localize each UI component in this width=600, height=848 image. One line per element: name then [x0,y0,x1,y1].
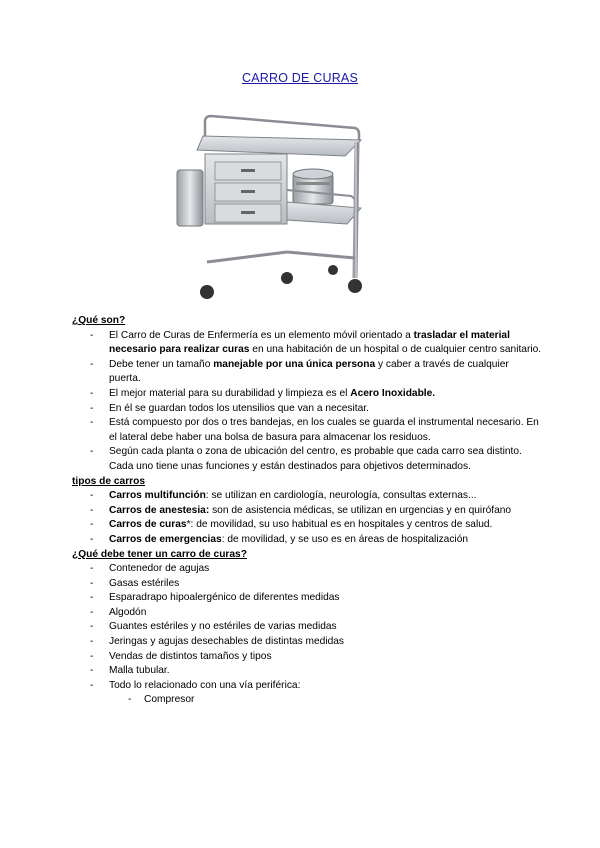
text: Debe tener un tamaño [109,358,214,370]
list-item [72,416,542,445]
list-item [72,489,542,504]
list-item: - Todo lo relacionado con una vía periférica: [72,679,542,694]
list-item: - Gasas estériles [72,577,542,592]
text: Está compuesto por dos o tres bandejas, en los cuales se guarda el instrumental necesario. En el lateral debe haber una bolsa de basura para almacenar los residuos. [109,417,539,443]
bold-text: Acero Inoxidable. [350,387,436,399]
bold-text: manejable por una única persona [213,358,376,370]
bold-text: Carros de anestesia: [109,504,210,516]
list-item: - Malla tubular. [72,664,542,679]
sublist-que-debe [72,693,542,708]
text: : se utilizan en cardiología, neurología, consultas externas... [205,490,477,502]
list-item [72,533,542,548]
text: El mejor material para su durabilidad y limpieza es el [109,387,351,399]
text: Según cada planta o zona de ubicación del centro, es probable que cada carro sea distinto. Cada uno tiene unas funciones y están destinados para objetivos determinados. [109,446,522,472]
list-item: - Guantes estériles y no estériles de varias medidas [72,620,542,635]
text: son de asistencia médicas, se utilizan en urgencias y en quirófano [209,504,512,516]
list-item: - Jeringas y agujas desechables de distintas medidas [72,635,542,650]
heading-que-debe: ¿Qué debe tener un carro de curas? [72,548,247,560]
list-item: - Esparadrapo hipoalergénico de diferentes medidas [72,591,542,606]
medical-cart-illustration [175,112,365,308]
list-item: - Contenedor de agujas [72,562,542,577]
list-item: - Compresor [72,693,542,708]
text: El Carro de Curas de Enfermería es un elemento móvil orientado a [109,329,414,341]
heading-tipos: tipos de carros [72,475,146,487]
text: en una habitación de un hospital o de cualquier centro sanitario. [249,344,542,356]
list-item [72,445,542,474]
list-item [72,387,542,402]
bold-text: Carros de emergencias [109,533,222,545]
list-que-son [72,329,542,475]
list-item [72,329,542,358]
bold-text: Carros multifunción [109,490,206,502]
bold-text: trasladar el material necesario para realizar curas [109,329,510,356]
text: En él se guardan todos los utensilios que van a necesitar. [109,402,369,414]
list-que-debe [72,562,542,693]
text: y caber a través de cualquier puerta. [109,358,509,385]
list-item [72,518,542,533]
list-item [72,504,542,519]
list-item [72,358,542,387]
page-title: CARRO DE CURAS [241,71,358,85]
text: : de movilidad, y se uso es en áreas de hospitalización [221,533,469,545]
text: *: de movilidad, su uso habitual es en hospitales y centros de salud. [186,519,493,531]
list-item [72,402,542,417]
list-item: - Vendas de distintos tamaños y tipos [72,650,542,665]
list-tipos [72,489,542,547]
document-body [72,314,542,708]
heading-que-son: ¿Qué son? [72,315,126,326]
bold-text: Carros de curas [109,519,187,531]
list-item: - Algodón [72,606,542,621]
